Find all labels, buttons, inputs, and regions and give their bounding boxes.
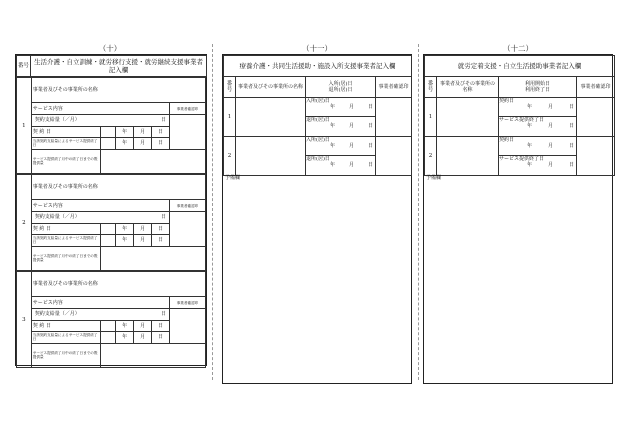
leave-date-field[interactable] bbox=[306, 117, 375, 136]
contract-amount-label: 契約支給量（／月） bbox=[34, 117, 80, 124]
day-unit: 日 bbox=[158, 225, 164, 232]
month-unit: 月 bbox=[140, 322, 146, 329]
entry-row bbox=[425, 137, 615, 176]
month-unit: 月 bbox=[348, 104, 354, 110]
row-number: 1 bbox=[428, 114, 433, 120]
contract-date-label: 契 約 日 bbox=[32, 225, 51, 232]
month-unit: 月 bbox=[348, 162, 354, 168]
day-unit: 日 bbox=[158, 322, 164, 329]
confirm-stamp-cell[interactable] bbox=[170, 297, 206, 309]
admit-date-label: 入所(居)日 bbox=[306, 98, 330, 104]
stamp-box[interactable] bbox=[376, 137, 412, 176]
end-date-field[interactable] bbox=[31, 332, 101, 344]
year-unit: 年 bbox=[330, 143, 336, 149]
section-11-title: 療養介護・共同生活援助・施設入所支援事業者記入欄 bbox=[224, 56, 412, 77]
confirm-stamp-cell[interactable] bbox=[170, 103, 206, 115]
day-unit: 日 bbox=[367, 104, 373, 110]
contract-date-label: 契 約 日 bbox=[32, 128, 51, 135]
year-unit: 年 bbox=[527, 104, 533, 110]
month-unit: 月 bbox=[547, 143, 553, 149]
provider-name-field[interactable] bbox=[236, 137, 306, 176]
end-date-field[interactable] bbox=[31, 235, 101, 247]
provider-name-field[interactable] bbox=[31, 272, 205, 297]
end-date-label: サービス提供終了日 bbox=[499, 117, 545, 123]
section-10-rows bbox=[16, 77, 206, 368]
service-content-label: サービス内容 bbox=[32, 202, 63, 209]
contract-date-field[interactable] bbox=[31, 223, 101, 235]
col-no-header: 番号 bbox=[224, 77, 236, 98]
leave-date-label: 退所(居)日 bbox=[306, 156, 330, 162]
day-unit: 日 bbox=[568, 162, 574, 168]
provider-name-field[interactable] bbox=[31, 175, 205, 200]
remarks-label: 予備欄 bbox=[225, 175, 241, 181]
contract-amount-label: 契約支給量（／月） bbox=[34, 311, 80, 318]
provider-name-field[interactable] bbox=[236, 98, 306, 137]
stamp-box[interactable] bbox=[170, 115, 206, 150]
day-unit: 日 bbox=[160, 117, 166, 124]
stamp-box[interactable] bbox=[170, 212, 206, 247]
row-number: 2 bbox=[227, 153, 232, 159]
provided-amount-label: サービス提供終了月中の終了日までの既提供量 bbox=[32, 157, 98, 166]
contract-amount-label: 契約支給量（／月） bbox=[34, 214, 80, 221]
contract-amount-field[interactable] bbox=[31, 212, 169, 224]
row-number: 3 bbox=[22, 316, 26, 323]
year-unit: 年 bbox=[122, 237, 128, 244]
separator-2 bbox=[418, 44, 419, 380]
end-date-label: 当該契約支給量によるサービス提供終了日 bbox=[32, 236, 98, 245]
provided-amount-label: サービス提供終了月中の終了日までの既提供量 bbox=[32, 254, 98, 263]
remarks-label: 予備欄 bbox=[426, 175, 442, 181]
end-date-label: 当該契約支給量によるサービス提供終了日 bbox=[32, 333, 98, 342]
month-unit: 月 bbox=[547, 162, 553, 168]
day-unit: 日 bbox=[568, 104, 574, 110]
col-dates-header: 入所(居)日 退所(居)日 bbox=[306, 77, 376, 98]
entry-row bbox=[224, 98, 412, 137]
section-12-label: （十二） bbox=[503, 44, 533, 53]
section-12-panel bbox=[423, 54, 613, 384]
day-unit: 日 bbox=[160, 214, 166, 221]
entry-block bbox=[16, 271, 206, 368]
end-date-label: 当該契約支給量によるサービス提供終了日 bbox=[32, 139, 98, 148]
day-unit: 日 bbox=[160, 311, 166, 318]
entry-block bbox=[16, 174, 206, 271]
month-unit: 月 bbox=[140, 225, 146, 232]
provider-name-field[interactable] bbox=[31, 78, 205, 103]
service-content-field[interactable] bbox=[31, 103, 169, 115]
col-stamp-header: 事業者確認印 bbox=[376, 77, 412, 98]
section-10-panel bbox=[15, 54, 207, 366]
stamp-box[interactable] bbox=[577, 98, 615, 137]
year-unit: 年 bbox=[330, 104, 336, 110]
contract-amount-field[interactable] bbox=[31, 309, 169, 321]
provider-name-field[interactable] bbox=[437, 98, 499, 137]
provider-name-label: 事業者及びその事業所の名称 bbox=[32, 87, 98, 94]
confirm-stamp-label: 事業者確認印 bbox=[176, 106, 199, 111]
row-number: 1 bbox=[227, 114, 232, 120]
col-dates-header: 利用開始日 利用終了日 bbox=[499, 77, 577, 98]
day-unit: 日 bbox=[367, 143, 373, 149]
section-10-label: （十） bbox=[98, 44, 122, 53]
service-content-label: サービス内容 bbox=[32, 105, 63, 112]
month-unit: 月 bbox=[547, 123, 553, 129]
month-unit: 月 bbox=[348, 123, 354, 129]
contract-date-label: 契約日 bbox=[499, 98, 515, 104]
col-provider-header: 事業者及びその事業所の名称 bbox=[437, 77, 499, 98]
entry-row bbox=[425, 98, 615, 137]
provided-amount-field[interactable] bbox=[31, 343, 101, 367]
row-number: 2 bbox=[428, 153, 433, 159]
service-content-field[interactable] bbox=[31, 297, 169, 309]
contract-date-field[interactable] bbox=[499, 137, 576, 156]
contract-date-field[interactable] bbox=[31, 126, 101, 138]
month-unit: 月 bbox=[140, 237, 146, 244]
entry-row bbox=[224, 137, 412, 176]
confirm-stamp-cell[interactable] bbox=[170, 200, 206, 212]
row-number: 1 bbox=[22, 122, 26, 129]
year-unit: 年 bbox=[527, 162, 533, 168]
section-10-title: 生活介護・自立訓練・就労移行支援・就労継続支援事業者記入欄 bbox=[31, 56, 207, 77]
contract-date-field[interactable] bbox=[31, 320, 101, 332]
contract-date-label: 契 約 日 bbox=[32, 322, 51, 329]
month-unit: 月 bbox=[547, 104, 553, 110]
provided-amount-label: サービス提供終了月中の終了日までの既提供量 bbox=[32, 351, 98, 360]
col-no-header: 番号 bbox=[425, 77, 437, 98]
day-unit: 日 bbox=[367, 123, 373, 129]
year-unit: 年 bbox=[122, 322, 128, 329]
year-unit: 年 bbox=[330, 123, 336, 129]
col-provider-header: 事業者及びその事業所の名称 bbox=[236, 77, 306, 98]
year-unit: 年 bbox=[527, 143, 533, 149]
year-unit: 年 bbox=[122, 334, 128, 341]
day-unit: 日 bbox=[568, 143, 574, 149]
day-unit: 日 bbox=[158, 140, 164, 147]
day-unit: 日 bbox=[158, 237, 164, 244]
year-unit: 年 bbox=[122, 140, 128, 147]
section-11-table bbox=[223, 55, 412, 176]
col-stamp-header: 事業者確認印 bbox=[577, 77, 615, 98]
year-unit: 年 bbox=[122, 225, 128, 232]
day-unit: 日 bbox=[367, 162, 373, 168]
day-unit: 日 bbox=[158, 334, 164, 341]
end-date-label: サービス提供終了日 bbox=[499, 156, 545, 162]
confirm-stamp-label: 事業者確認印 bbox=[176, 203, 199, 208]
separator-1 bbox=[212, 44, 213, 380]
section-12-title: 就労定着支援・自立生活援助事業者記入欄 bbox=[425, 56, 615, 77]
row-number: 2 bbox=[22, 219, 26, 226]
provider-name-label: 事業者及びその事業所の名称 bbox=[32, 281, 98, 288]
service-content-label: サービス内容 bbox=[32, 299, 63, 306]
month-unit: 月 bbox=[348, 143, 354, 149]
month-unit: 月 bbox=[140, 140, 146, 147]
col-no-header: 番号 bbox=[17, 56, 31, 77]
service-content-field[interactable] bbox=[31, 200, 169, 212]
confirm-stamp-label: 事業者確認印 bbox=[176, 300, 199, 305]
month-unit: 月 bbox=[140, 334, 146, 341]
provided-amount-field[interactable] bbox=[31, 149, 101, 173]
section-11-label: （十一） bbox=[302, 44, 332, 53]
day-unit: 日 bbox=[158, 128, 164, 135]
contract-date-field[interactable] bbox=[499, 98, 576, 117]
stamp-box[interactable] bbox=[376, 98, 412, 137]
section-12-table bbox=[424, 55, 615, 176]
end-date-field[interactable] bbox=[31, 138, 101, 150]
provider-name-label: 事業者及びその事業所の名称 bbox=[32, 184, 98, 191]
year-unit: 年 bbox=[330, 162, 336, 168]
contract-amount-field[interactable] bbox=[31, 115, 169, 127]
admit-date-field[interactable] bbox=[306, 98, 375, 117]
provided-amount-field[interactable] bbox=[31, 246, 101, 270]
stamp-box[interactable] bbox=[577, 137, 615, 176]
year-unit: 年 bbox=[122, 128, 128, 135]
admit-date-label: 入所(居)日 bbox=[306, 137, 330, 143]
admit-date-field[interactable] bbox=[306, 137, 375, 156]
month-unit: 月 bbox=[140, 128, 146, 135]
year-unit: 年 bbox=[527, 123, 533, 129]
day-unit: 日 bbox=[568, 123, 574, 129]
leave-date-label: 退所(居)日 bbox=[306, 117, 330, 123]
stamp-box[interactable] bbox=[170, 309, 206, 344]
section-11-panel bbox=[222, 54, 412, 384]
section-10-table bbox=[16, 55, 207, 77]
end-date-field[interactable] bbox=[499, 117, 576, 136]
contract-date-label: 契約日 bbox=[499, 137, 515, 143]
entry-block bbox=[16, 77, 206, 174]
provider-name-field[interactable] bbox=[437, 137, 499, 176]
